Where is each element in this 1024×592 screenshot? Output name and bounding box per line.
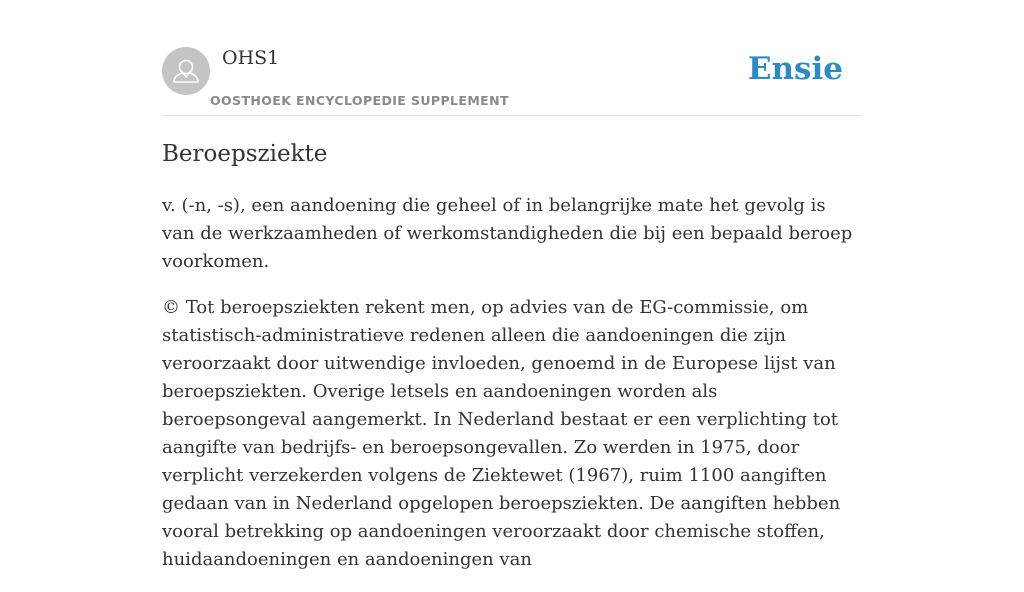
source-subtitle[interactable]: OOSTHOEK ENCYCLOPEDIE SUPPLEMENT bbox=[210, 93, 509, 108]
brand-logo[interactable]: Ensie bbox=[747, 51, 843, 87]
article-body bbox=[162, 192, 862, 592]
page bbox=[162, 0, 862, 570]
header bbox=[162, 0, 862, 116]
author-name[interactable]: OHS1 bbox=[222, 47, 280, 69]
page-title: Beroepsziekte bbox=[162, 141, 328, 167]
article-paragraph: © Tot beroepsziekten rekent men, op advies van de EG-commissie, om statistisch-administratieve redenen alleen die aandoeningen die zijn veroorzaakt door uitwendige invloeden, genoemd in de Europese lijst van beroepsziekten. Overige letsels en aandoeningen worden als beroepsongeval aangemerkt. In Nederland bestaat er een verplichting tot aangifte van bedrijfs- en beroepsongevallen. Zo werden in 1975, door verplicht verzekerden volgens de Ziektewet (1967), ruim 1100 aangiften gedaan van in Nederland opgelopen beroepsziekten. De aangiften hebben vooral betrekking op aandoeningen veroorzaakt door chemische stoffen, huidaandoeningen en aandoeningen van bbox=[162, 297, 841, 570]
avatar[interactable] bbox=[162, 47, 210, 95]
article-paragraph: v. (-n, -s), een aandoening die geheel of in belangrijke mate het gevolg is van de werkzaamheden of werkomstandigheden die bij een bepaald beroep voorkomen. bbox=[162, 195, 853, 272]
user-icon bbox=[162, 47, 210, 95]
